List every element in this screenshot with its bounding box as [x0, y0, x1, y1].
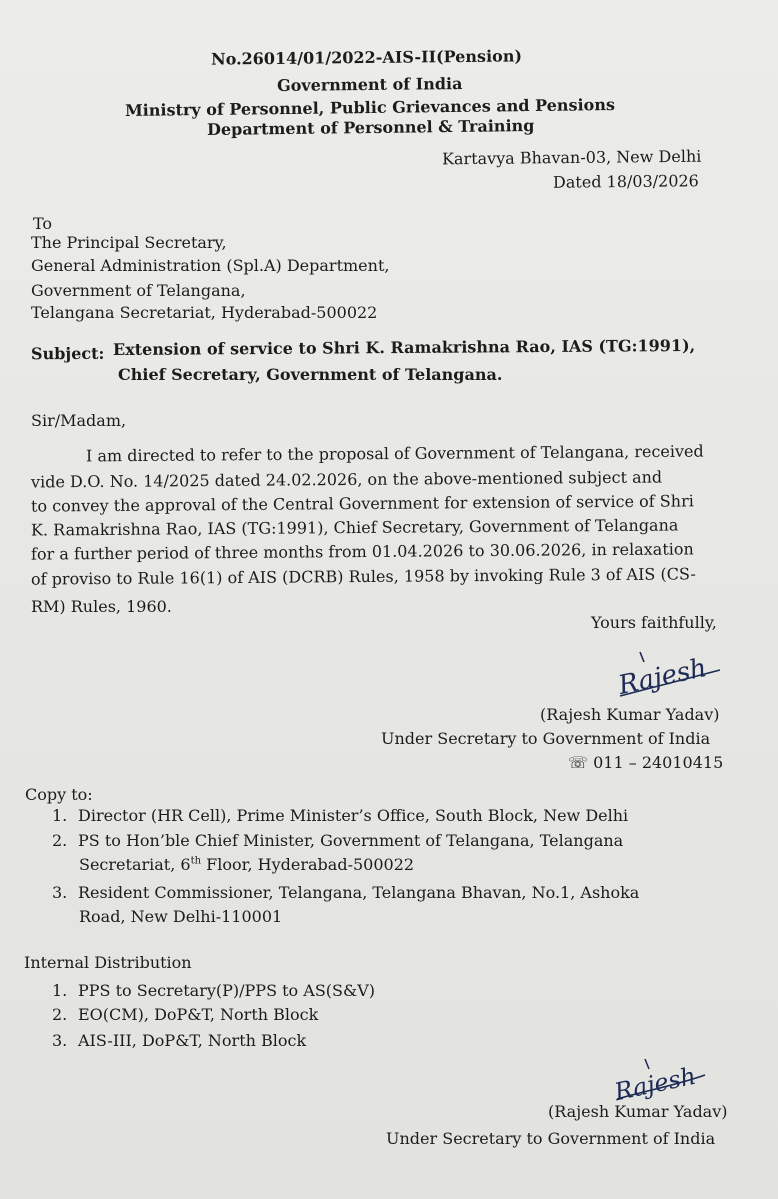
body-line: RM) Rules, 1960.: [31, 597, 172, 616]
item-text: Resident Commissioner, Telangana, Telangana Bhavan, No.1, Ashoka: [78, 883, 640, 902]
item-number: 1.: [52, 806, 68, 825]
signature: Rajesh: [611, 1061, 699, 1107]
to-line: Government of Telangana,: [31, 281, 246, 300]
internal-label: Internal Distribution: [24, 953, 192, 972]
phone-icon: ☏: [568, 753, 589, 772]
signatory-name: (Rajesh Kumar Yadav): [548, 1102, 728, 1121]
body-line: to convey the approval of the Central Government for extension of service of Shri: [30, 491, 694, 516]
item-text: Floor, Hyderabad-500022: [201, 855, 415, 874]
closing: Yours faithfully,: [591, 613, 717, 632]
item-number: 3.: [52, 883, 68, 902]
govt-title: Government of India: [276, 74, 463, 95]
item-number: 2.: [52, 831, 68, 850]
item-text: PS to Hon’ble Chief Minister, Government of Telangana, Telangana: [78, 831, 624, 850]
body-line: K. Ramakrishna Rao, IAS (TG:1991), Chief Secretary, Government of Telangana: [30, 515, 679, 540]
subject-line: Chief Secretary, Government of Telangana.: [118, 365, 503, 384]
salutation: Sir/Madam,: [31, 411, 127, 430]
file-number: No.26014/01/2022-AIS-II(Pension): [210, 46, 523, 69]
item-text: Director (HR Cell), Prime Minister’s Office, South Block, New Delhi: [78, 806, 629, 825]
internal-item: [52, 981, 375, 1000]
ministry-title: Ministry of Personnel, Public Grievances and Pensions: [124, 95, 616, 120]
phone-line: [568, 753, 723, 772]
internal-item: [52, 1005, 318, 1024]
subject-label: Subject:: [30, 343, 105, 364]
body-line: vide D.O. No. 14/2025 dated 24.02.2026, on the above-mentioned subject and: [30, 467, 663, 492]
to-line: General Administration (Spl.A) Department,: [31, 256, 390, 275]
date: Dated 18/03/2026: [552, 171, 699, 192]
internal-item: [52, 1031, 306, 1050]
copy-to-item-cont: Road, New Delhi-110001: [79, 907, 283, 926]
body-line: of proviso to Rule 16(1) of AIS (DCRB) Rules, 1958 by invoking Rule 3 of AIS (CS-: [30, 564, 696, 589]
to-line: The Principal Secretary,: [31, 233, 227, 252]
signatory-name: (Rajesh Kumar Yadav): [540, 705, 720, 724]
to-line: Telangana Secretariat, Hyderabad-500022: [31, 303, 378, 322]
copy-to-label: Copy to:: [25, 785, 93, 804]
item-number: 3.: [52, 1031, 68, 1050]
superscript: th: [190, 855, 202, 867]
item-text: Secretariat, 6: [79, 855, 191, 874]
department-title: Department of Personnel & Training: [206, 116, 535, 139]
signatory-designation: Under Secretary to Government of India: [386, 1129, 716, 1148]
to-label: To: [33, 214, 53, 233]
body-line: I am directed to refer to the proposal of Government of Telangana, received: [85, 441, 704, 466]
copy-to-item-cont: [79, 855, 414, 874]
item-text: PPS to Secretary(P)/PPS to AS(S&V): [78, 981, 376, 1000]
item-number: 1.: [52, 981, 68, 1000]
signatory-designation: Under Secretary to Government of India: [381, 729, 711, 748]
phone-number: 011 – 24010415: [593, 753, 724, 772]
copy-to-item: [52, 831, 623, 850]
signature: Rajesh: [615, 653, 710, 701]
signature-flourish: [610, 648, 730, 708]
body-line: for a further period of three months from 01.04.2026 to 30.06.2026, in relaxation: [30, 539, 694, 564]
item-text: EO(CM), DoP&T, North Block: [78, 1005, 319, 1024]
item-text: AIS-III, DoP&T, North Block: [78, 1031, 307, 1050]
subject-line: Extension of service to Shri K. Ramakrishna Rao, IAS (TG:1991),: [112, 335, 696, 360]
place: Kartavya Bhavan-03, New Delhi: [441, 146, 702, 169]
copy-to-item: [52, 883, 639, 902]
item-number: 2.: [52, 1005, 68, 1024]
copy-to-item: [52, 806, 628, 825]
